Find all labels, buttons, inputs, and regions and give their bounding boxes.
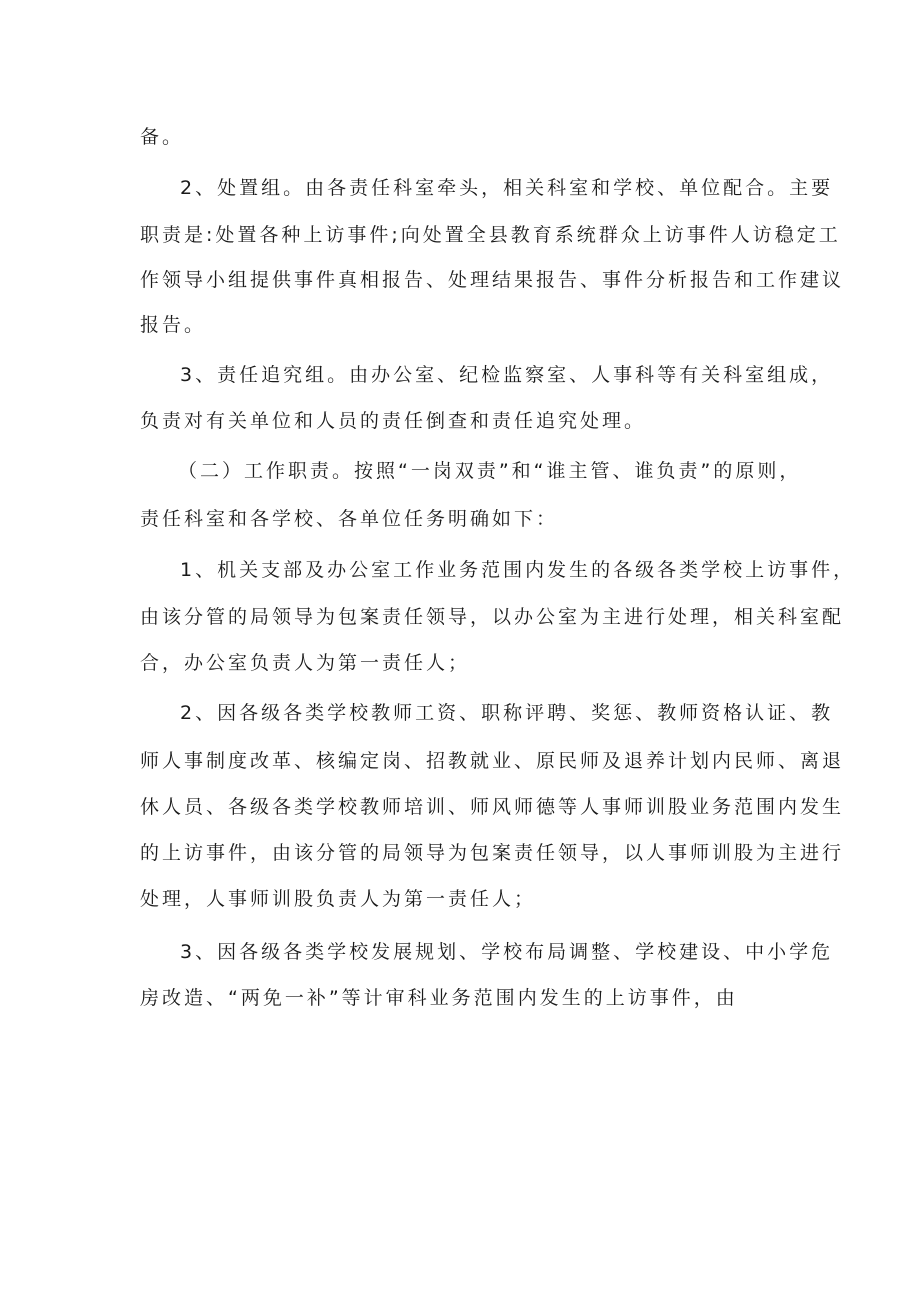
text-line: 2、处置组。由各责任科室牵头，相关科室和学校、单位配合。主要 — [180, 177, 834, 199]
text-line: 由该分管的局领导为包案责任领导，以办公室为主进行处理，相关科室配 — [140, 606, 845, 628]
text-line: 处理，人事师训股负责人为第一责任人； — [140, 888, 537, 910]
text-line: 合，办公室负责人为第一责任人； — [140, 652, 471, 674]
text-line: 1、机关支部及办公室工作业务范围内发生的各级各类学校上访事件， — [180, 559, 856, 581]
text-line: 2、因各级各类学校教师工资、职称评聘、奖惩、教师资格认证、教 — [180, 702, 834, 724]
text-line: 作领导小组提供事件真相报告、处理结果报告、事件分析报告和工作建议 — [140, 269, 845, 291]
text-line: 休人员、各级各类学校教师培训、师风师德等人事师训股业务范围内发生 — [140, 796, 845, 818]
text-line: 备。 — [140, 126, 185, 148]
text-line: 责任科室和各学校、各单位任务明确如下： — [140, 508, 559, 530]
text-line: 师人事制度改革、核编定岗、招教就业、原民师及退养计划内民师、离退 — [140, 750, 845, 772]
text-line: 3、因各级各类学校发展规划、学校布局调整、学校建设、中小学危 — [180, 941, 834, 963]
text-line: 房改造、“两免一补”等计审科业务范围内发生的上访事件，由 — [140, 987, 738, 1009]
text-line: 的上访事件，由该分管的局领导为包案责任领导，以人事师训股为主进行 — [140, 842, 845, 864]
text-line: （二）工作职责。按照“一岗双责”和“谁主管、谁负责”的原则， — [178, 460, 802, 482]
text-line: 职责是:处置各种上访事件;向处置全县教育系统群众上访事件人访稳定工 — [140, 224, 841, 246]
text-line: 负责对有关单位和人员的责任倒查和责任追究处理。 — [140, 410, 647, 432]
text-line: 3、责任追究组。由办公室、纪检监察室、人事科等有关科室组成， — [180, 364, 834, 386]
text-line: 报告。 — [140, 314, 207, 336]
